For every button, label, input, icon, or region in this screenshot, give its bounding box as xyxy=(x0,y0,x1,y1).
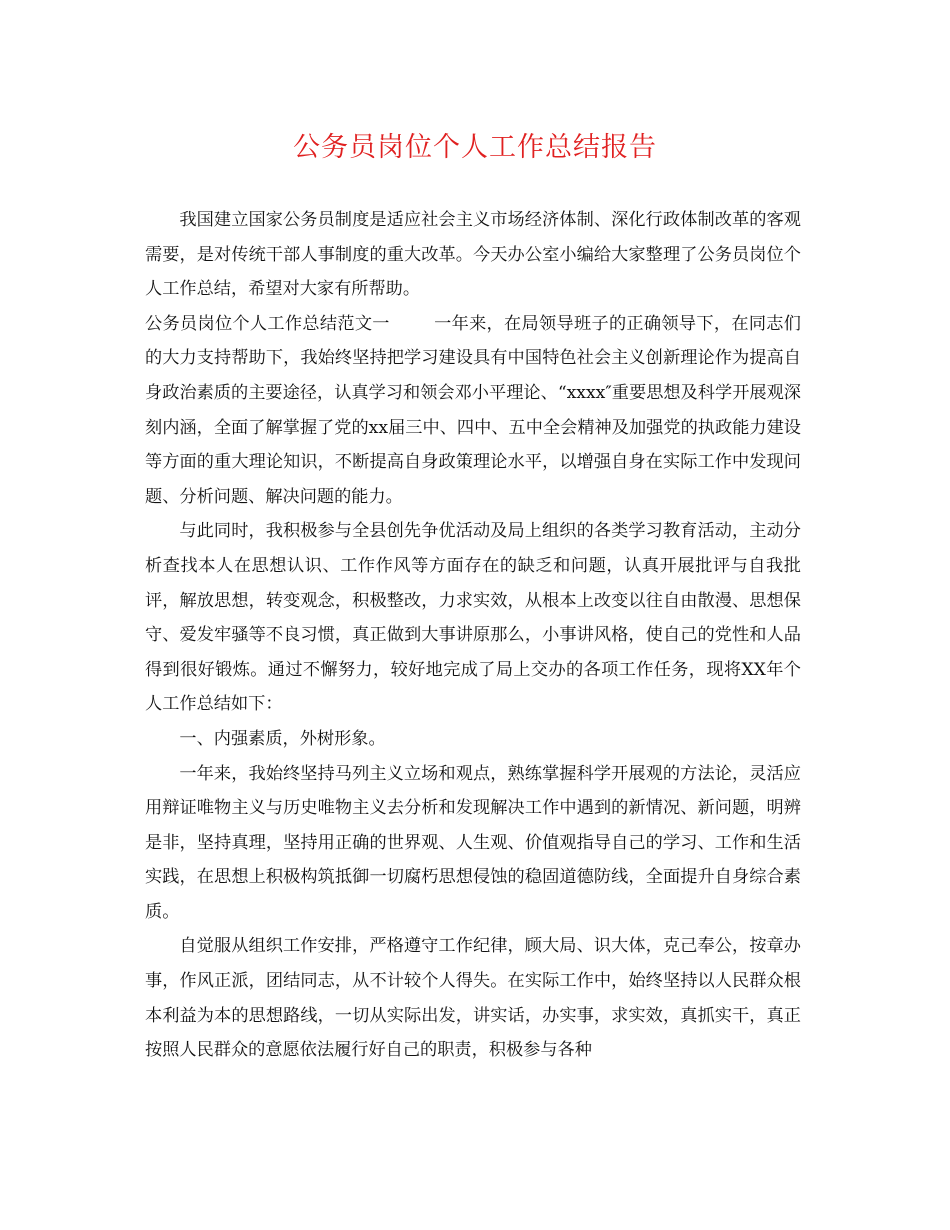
document-title: 公务员岗位个人工作总结报告 xyxy=(293,132,657,163)
body-paragraph: 自觉服从组织工作安排，严格遵守工作纪律，顾大局、识大体，克己奉公，按章办事，作风正派，团结同志，从不计较个人得失。在实际工作中，始终坚持以人民群众根本利益为本的思想路线，一切从实际出发，讲实话，办实事，求实效，真抓实干，真正按照人民群众的意愿依法履行好自己的职责，积极参与各种 xyxy=(145,936,801,1061)
sample-paragraph xyxy=(145,307,801,515)
sample-heading: 公务员岗位个人工作总结范文一 xyxy=(145,313,390,334)
document-body xyxy=(145,203,801,1068)
section-heading: 一、内强素质，外树形象。 xyxy=(179,728,386,749)
body-paragraph: 与此同时，我积极参与全县创先争优活动及局上组织的各类学习教育活动，主动分析查找本人在思想认识、工作作风等方面存在的缺乏和问题，认真开展批评与自我批评，解放思想，转变观念，积极整改，力求实效，从根本上改变以往自由散漫、思想保守、爱发牢骚等不良习惯，真正做到大事讲原那么，小事讲风格，使自己的党性和人品得到很好锻炼。通过不懈努力，较好地完成了局上交办的各项工作任务，现将XX年个人工作总结如下： xyxy=(145,521,801,715)
sample-first-paragraph: 一年来，在局领导班子的正确领导下，在同志们的大力支持帮助下，我始终坚持把学习建设具有中国特色社会主义创新理论作为提高自身政治素质的主要途径，认真学习和领会邓小平理论、“xxxx″重要思想及科学开展观深刻内涵，全面了解掌握了党的xx届三中、四中、五中全会精神及加强党的执政能力建设等方面的重大理论知识，不断提高自身政策理论水平，以增强自身在实际工作中发现问题、分析问题、解决问题的能力。 xyxy=(145,313,801,507)
intro-paragraph: 我国建立国家公务员制度是适应社会主义市场经济体制、深化行政体制改革的客观需要，是对传统干部人事制度的重大改革。今天办公室小编给大家整理了公务员岗位个人工作总结，希望对大家有所帮助。 xyxy=(145,210,801,300)
body-paragraph: 一年来，我始终坚持马列主义立场和观点，熟练掌握科学开展观的方法论，灵活应用辩证唯物主义与历史唯物主义去分析和发现解决工作中遇到的新情况、新问题，明辨是非，坚持真理，坚持用正确的世界观、人生观、价值观指导自己的学习、工作和生活实践，在思想上积极构筑抵御一切腐朽思想侵蚀的稳固道德防线，全面提升自身综合素质。 xyxy=(145,763,801,922)
